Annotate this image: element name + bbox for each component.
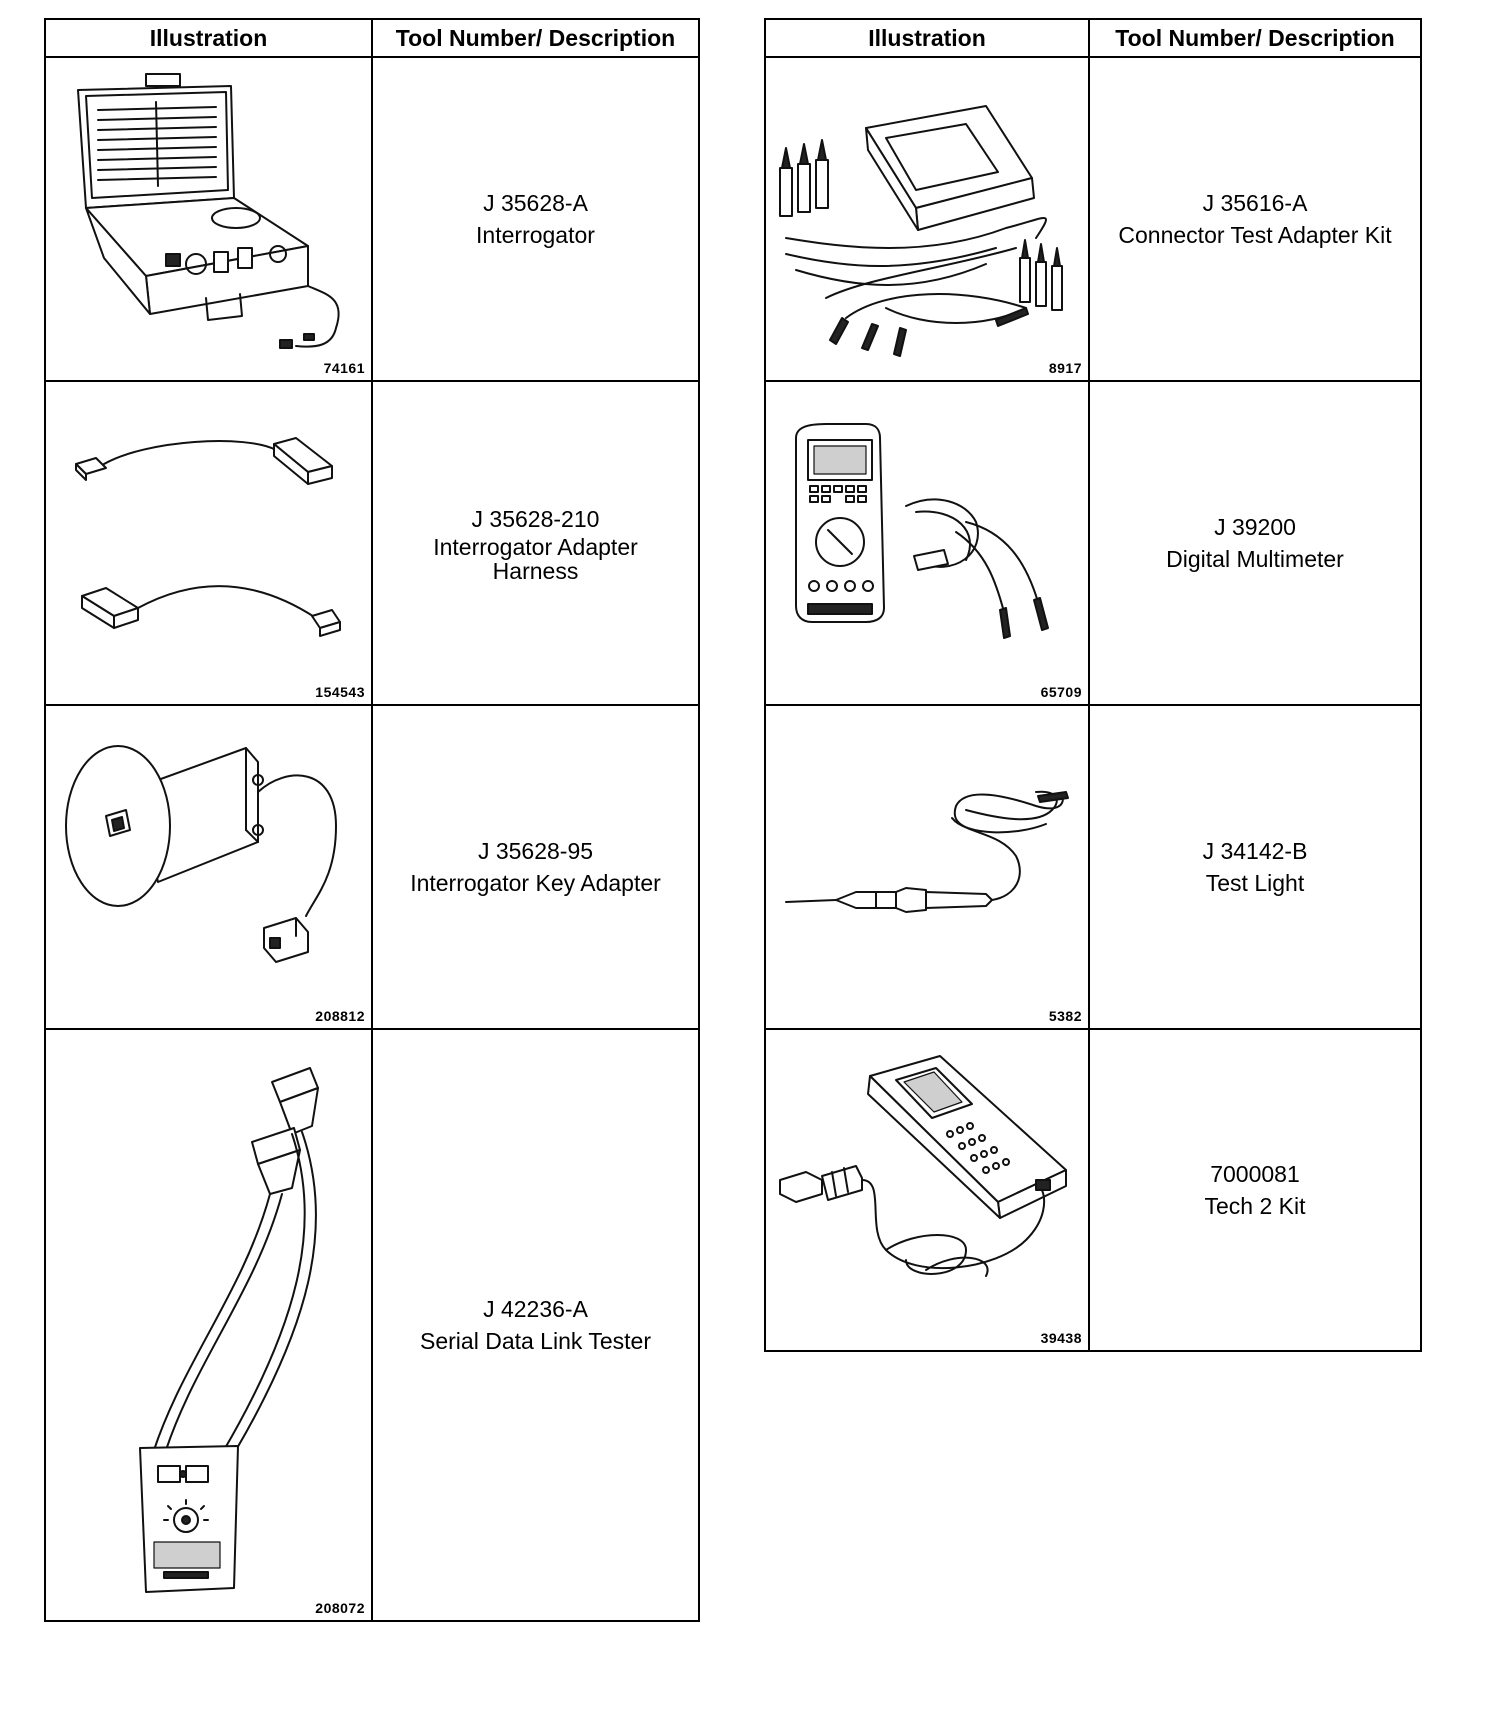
header-illustration: Illustration [45, 19, 372, 57]
tool-description: Interrogator [476, 222, 595, 248]
illustration-cell [45, 705, 372, 1029]
tool-description: Tech 2 Kit [1204, 1193, 1306, 1219]
table-row [765, 705, 1421, 1029]
tool-description: Connector Test Adapter Kit [1118, 222, 1392, 248]
tool-number: 7000081 [1210, 1160, 1300, 1187]
tools-table-left [44, 18, 700, 1622]
tool-description: Interrogator Key Adapter [410, 870, 661, 896]
illustration-cell [45, 57, 372, 381]
figure-number: 208072 [315, 1600, 365, 1616]
table-row [45, 381, 699, 705]
tool-description: Digital Multimeter [1166, 546, 1344, 572]
figure-number: 5382 [1048, 1008, 1082, 1024]
illustration-cell [45, 1029, 372, 1621]
table-row [765, 381, 1421, 705]
figure-number: 39438 [1040, 1330, 1082, 1346]
header-description: Tool Number/ Description [1089, 19, 1421, 57]
test-light-icon [766, 706, 1090, 1030]
tool-number: J 35628-A [483, 189, 588, 216]
figure-number: 65709 [1040, 684, 1082, 700]
table-row [45, 705, 699, 1029]
description-cell [372, 381, 699, 705]
figure-number: 208812 [315, 1008, 365, 1024]
description-cell [372, 57, 699, 381]
tools-table-right [764, 18, 1422, 1352]
multimeter-icon [766, 382, 1090, 706]
description-cell [1089, 1029, 1421, 1351]
table-header-row [765, 19, 1421, 57]
illustration-cell [45, 381, 372, 705]
tool-number: J 34142-B [1202, 837, 1308, 864]
tech2-scanner-icon [766, 1030, 1090, 1352]
tool-description: Test Light [1205, 870, 1305, 896]
table-header-row [45, 19, 699, 57]
tool-description: Interrogator Adapter Harness [433, 533, 638, 585]
description-cell [372, 1029, 699, 1621]
illustration-cell [765, 1029, 1089, 1351]
illustration-cell [765, 381, 1089, 705]
description-cell [1089, 57, 1421, 381]
description-cell [372, 705, 699, 1029]
key-adapter-icon [46, 706, 373, 1030]
tool-number: J 42236-A [483, 1295, 588, 1322]
figure-number: 74161 [323, 360, 365, 376]
interrogator-case-icon [46, 58, 373, 382]
illustration-cell [765, 705, 1089, 1029]
tool-number: J 35628-95 [477, 837, 594, 864]
tool-number: J 35628-210 [471, 505, 600, 532]
description-cell [1089, 705, 1421, 1029]
tool-description: Serial Data Link Tester [420, 1328, 651, 1354]
figure-number: 8917 [1048, 360, 1082, 376]
tool-number: J 35616-A [1202, 189, 1308, 216]
figure-number: 154543 [315, 684, 365, 700]
table-row [45, 57, 699, 381]
illustration-cell [765, 57, 1089, 381]
header-description: Tool Number/ Description [372, 19, 699, 57]
table-row [45, 1029, 699, 1621]
adapter-harness-icon [46, 382, 373, 706]
header-illustration: Illustration [765, 19, 1089, 57]
description-cell [1089, 381, 1421, 705]
data-link-tester-icon [46, 1030, 373, 1622]
table-row [765, 1029, 1421, 1351]
adapter-kit-icon [766, 58, 1090, 382]
table-row [765, 57, 1421, 381]
tool-number: J 39200 [1214, 513, 1296, 540]
